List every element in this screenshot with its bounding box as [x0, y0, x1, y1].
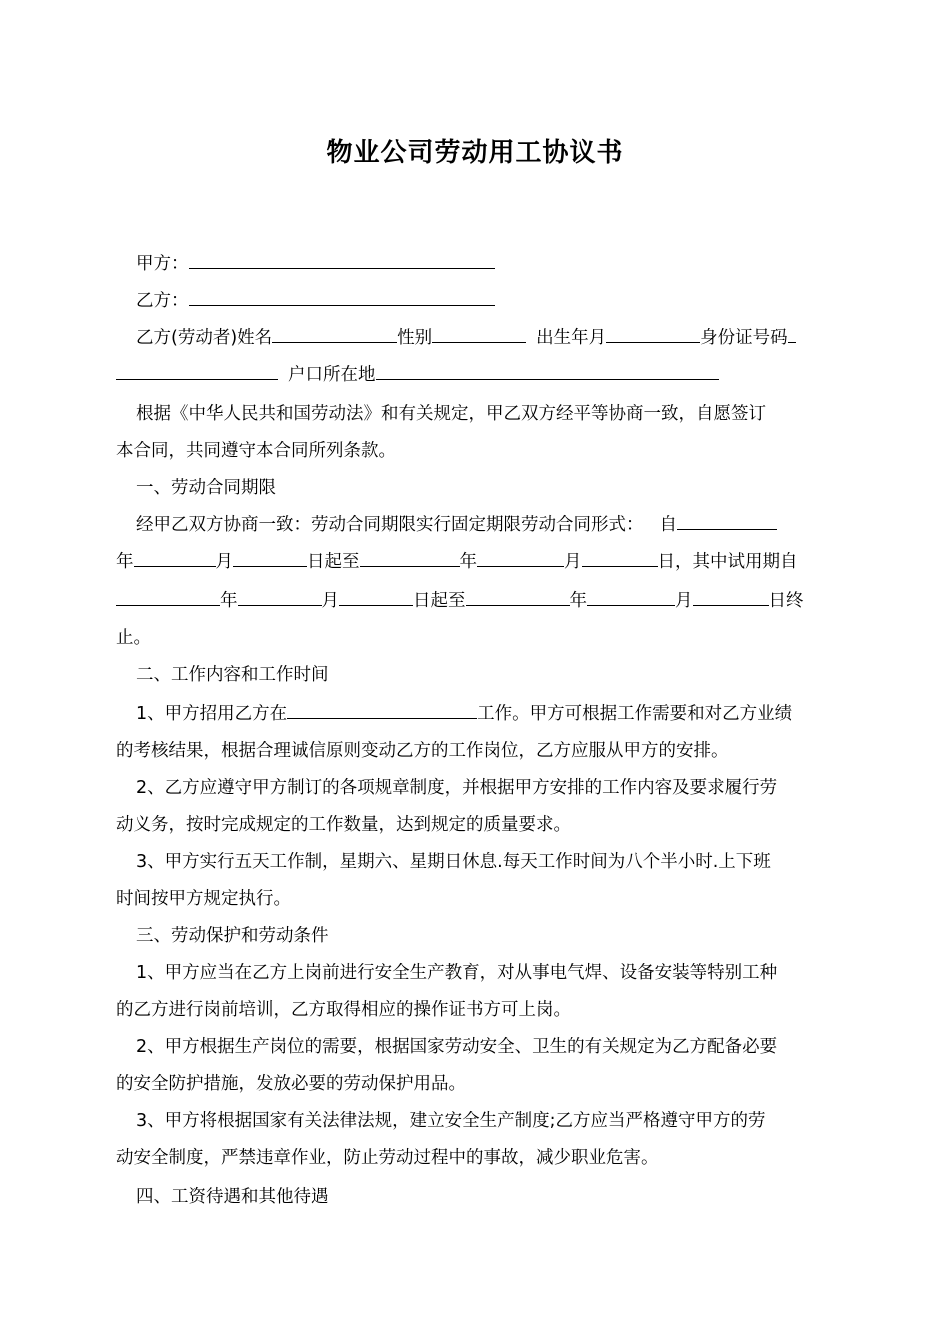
section-2-heading: 二、工作内容和工作时间 — [136, 665, 329, 685]
probation-start-month-blank[interactable] — [238, 590, 322, 606]
section-3-heading: 三、劳动保护和劳动条件 — [136, 926, 329, 946]
document-title: 物业公司劳动用工协议书 — [326, 138, 624, 168]
probation-start-day-blank[interactable] — [339, 590, 413, 606]
probation-start-year-blank[interactable] — [116, 590, 220, 606]
end-month-label: 月 — [564, 552, 582, 572]
start-to-label: 日起至 — [307, 552, 360, 572]
end-year-label: 年 — [459, 552, 477, 572]
gender-blank[interactable] — [432, 327, 526, 343]
preamble-line-2: 本合同，共同遵守本合同所列条款。 — [116, 441, 396, 461]
start-year-blank[interactable] — [677, 514, 777, 530]
probation-end-month-label: 月 — [675, 591, 693, 611]
s3-item1-line2: 的乙方进行岗前培训，乙方取得相应的操作证书方可上岗。 — [116, 1000, 571, 1020]
hukou-line — [116, 363, 719, 387]
probation-to-label: 日起至 — [413, 591, 466, 611]
probation-dates-line — [116, 589, 804, 613]
s2-item3-line2: 时间按甲方规定执行。 — [116, 889, 291, 909]
s3-item3-line1: 3、甲方将根据国家有关法律法规，建立安全生产制度;乙方应当严格遵守甲方的劳 — [136, 1111, 766, 1131]
probation-end-year-blank[interactable] — [466, 590, 570, 606]
hukou-blank[interactable] — [376, 364, 719, 380]
party-a-blank[interactable] — [189, 253, 495, 269]
section-4-heading: 四、工资待遇和其他待遇 — [136, 1187, 329, 1207]
term-end-line: 止。 — [116, 628, 151, 648]
start-year-label: 年 — [116, 552, 134, 572]
s2-item1-line2: 的考核结果，根据合理诚信原则变动乙方的工作岗位，乙方应服从甲方的安排。 — [116, 741, 729, 761]
work-location-blank[interactable] — [287, 703, 477, 719]
party-a-line — [136, 252, 495, 276]
term-intro-text: 经甲乙双方协商一致：劳动合同期限实行固定期限劳动合同形式： — [136, 515, 644, 535]
s2-item1-text-b: 工作。甲方可根据工作需要和对乙方业绩 — [477, 704, 793, 724]
preamble-line-1: 根据《中华人民共和国劳动法》和有关规定，甲乙双方经平等协商一致，自愿签订 — [136, 404, 766, 424]
term-intro-line — [136, 513, 777, 537]
s2-item3-line1: 3、甲方实行五天工作制，星期六、星期日休息.每天工作时间为八个半小时.上下班 — [136, 852, 771, 872]
s2-item1-text-a: 1、甲方招用乙方在 — [136, 704, 288, 724]
party-b-line — [136, 289, 495, 313]
probation-label: 日，其中试用期自 — [657, 552, 798, 572]
probation-end-month-blank[interactable] — [587, 590, 675, 606]
s2-item1-line1 — [136, 702, 792, 726]
s3-item1-line1: 1、甲方应当在乙方上岗前进行安全生产教育，对从事电气焊、设备安装等特别工种 — [136, 963, 778, 983]
probation-start-year-label: 年 — [220, 591, 238, 611]
hukou-label: 户口所在地 — [288, 365, 376, 385]
probation-end-label: 日终 — [768, 591, 804, 611]
section-1-heading: 一、劳动合同期限 — [136, 478, 276, 498]
id-number-label: 身份证号码 — [700, 328, 788, 348]
birth-label: 出生年月 — [536, 328, 607, 348]
start-month-blank[interactable] — [134, 551, 216, 567]
party-a-label: 甲方： — [136, 254, 189, 274]
start-month-label: 月 — [215, 552, 233, 572]
term-from-label: 自 — [659, 515, 677, 535]
worker-name-blank[interactable] — [272, 327, 397, 343]
birth-blank[interactable] — [606, 327, 700, 343]
end-day-blank[interactable] — [582, 551, 658, 567]
party-b-blank[interactable] — [189, 290, 495, 306]
end-month-blank[interactable] — [477, 551, 564, 567]
party-b-label: 乙方： — [136, 291, 189, 311]
s2-item2-line2: 动义务，按时完成规定的工作数量，达到规定的质量要求。 — [116, 815, 571, 835]
s3-item3-line2: 动安全制度，严禁违章作业，防止劳动过程中的事故，减少职业危害。 — [116, 1148, 659, 1168]
s3-item2-line2: 的安全防护措施，发放必要的劳动保护用品。 — [116, 1074, 466, 1094]
probation-start-month-label: 月 — [321, 591, 339, 611]
gender-label: 性别 — [397, 328, 433, 348]
s2-item2-line1: 2、乙方应遵守甲方制订的各项规章制度，并根据甲方安排的工作内容及要求履行劳 — [136, 778, 778, 798]
id-number-blank[interactable] — [116, 364, 278, 380]
term-dates-line — [116, 550, 798, 574]
end-year-blank[interactable] — [360, 551, 460, 567]
worker-name-label: 乙方(劳动者)姓名 — [136, 328, 273, 348]
probation-end-day-blank[interactable] — [693, 590, 769, 606]
id-number-blank-start[interactable] — [788, 327, 796, 343]
worker-info-line — [136, 326, 796, 350]
probation-end-year-label: 年 — [569, 591, 587, 611]
s3-item2-line1: 2、甲方根据生产岗位的需要，根据国家劳动安全、卫生的有关规定为乙方配备必要 — [136, 1037, 778, 1057]
start-day-blank[interactable] — [233, 551, 307, 567]
